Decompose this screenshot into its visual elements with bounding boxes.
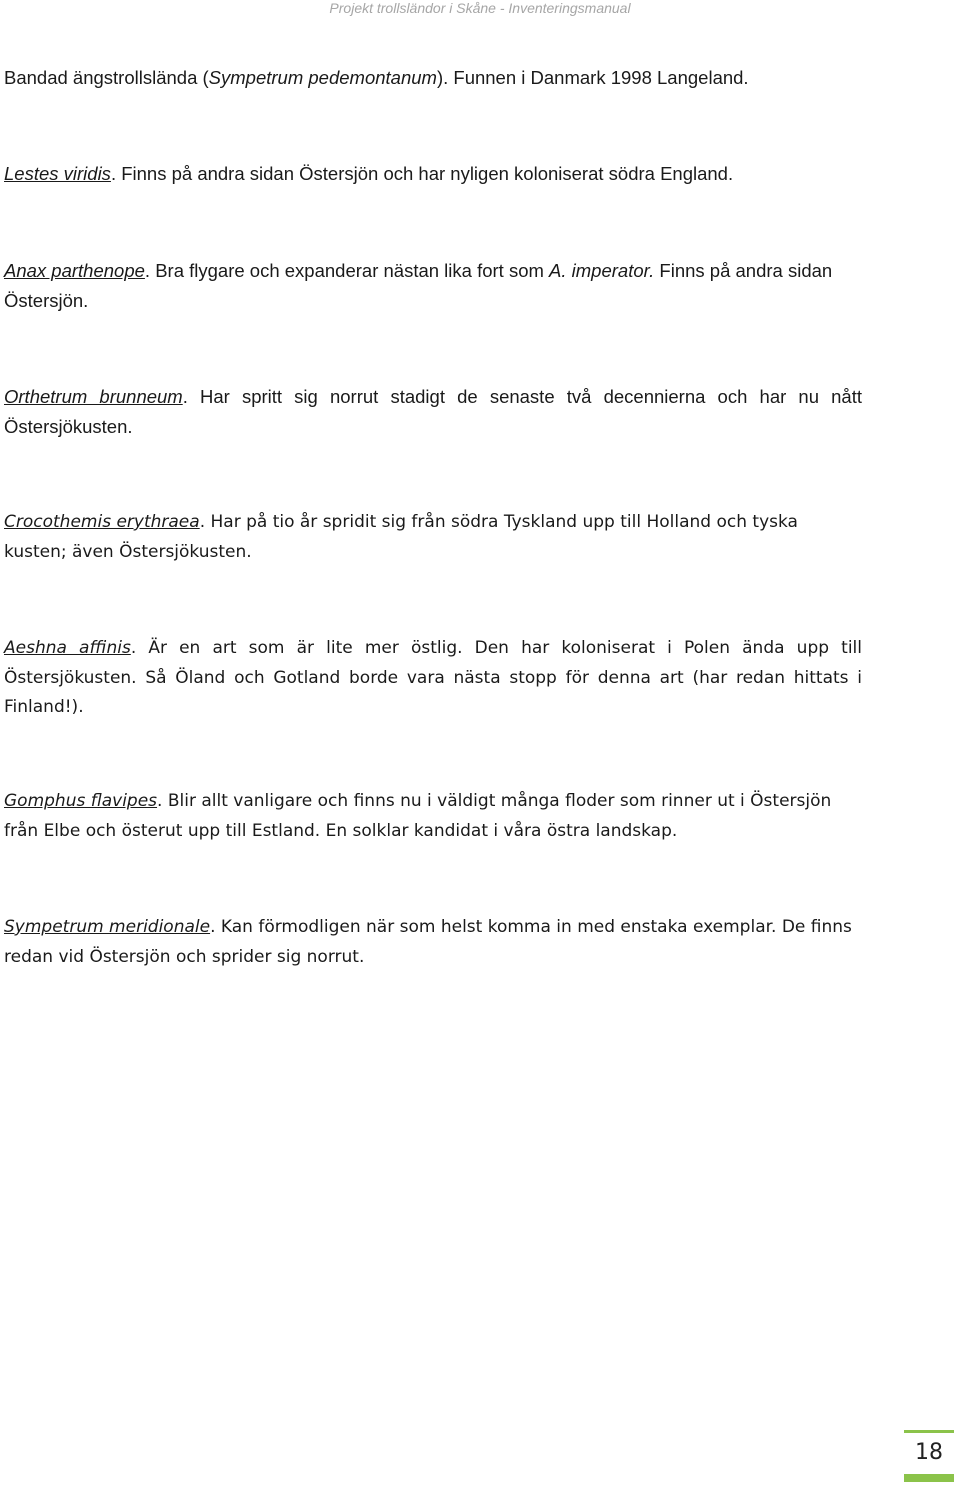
entry-prefix: Bandad ängstrollslända (	[4, 67, 209, 88]
species-name: Orthetrum brunneum	[4, 386, 183, 407]
entry-sympetrum-meridionale	[4, 913, 862, 972]
page-number: 18	[915, 1440, 943, 1465]
page-number-bottom-bar	[904, 1474, 954, 1482]
species-name: Sympetrum pedemontanum	[208, 67, 437, 88]
entry-text: . Är en art som är lite mer östlig. Den har koloniserat i Polen ända upp till Östersjökusten. Så Öland och Gotland borde vara nästa stopp för denna art (har redan hittats i Finland!).	[4, 638, 862, 717]
entry-aeshna-affinis	[4, 634, 862, 723]
species-reference: A. imperator.	[549, 260, 655, 281]
entry-gomphus-flavipes	[4, 787, 862, 846]
page-number-box	[904, 1430, 954, 1482]
entry-text: ). Funnen i Danmark 1998 Langeland.	[436, 67, 749, 88]
entry-orthetrum-brunneum	[4, 382, 862, 441]
running-header: Projekt trollsländor i Skåne - Inventeringsmanual	[329, 0, 631, 16]
entry-text: . Finns på andra sidan Östersjön och har nyligen koloniserat södra England.	[110, 163, 734, 184]
entry-text: . Har på tio år spridit sig från södra Tyskland upp till Holland och tyska kusten; även Östersjökusten.	[4, 512, 798, 562]
entry-text: . Har spritt sig norrut stadigt de senaste två decennierna och har nu nått Östersjökusten.	[4, 386, 862, 437]
entry-crocothemis-erythraea	[4, 508, 862, 567]
entry-sympetrum-pedemontanum	[4, 63, 862, 93]
entry-text: . Blir allt vanligare och finns nu i väldigt många floder som rinner ut i Östersjön från Elbe och österut upp till Estland. En solklar kandidat i våra östra landskap.	[4, 791, 832, 841]
entry-lestes-viridis	[4, 159, 862, 189]
species-name: Gomphus flavipes	[4, 791, 158, 811]
entry-text: . Bra flygare och expanderar nästan lika fort som	[144, 260, 550, 281]
species-name: Anax parthenope	[4, 260, 145, 281]
entry-anax-parthenope	[4, 256, 862, 315]
species-name: Lestes viridis	[4, 163, 111, 184]
species-name: Crocothemis erythraea	[4, 512, 200, 532]
species-name: Aeshna affinis	[4, 638, 131, 658]
entry-text: . Kan förmodligen när som helst komma in med enstaka exemplar. De finns redan vid Östersjön och sprider sig norrut.	[4, 917, 852, 967]
entry-text-continued: Finns på andra sidan Östersjön.	[4, 260, 833, 311]
species-name: Sympetrum meridionale	[4, 917, 211, 937]
page-number-top-bar	[904, 1430, 954, 1433]
